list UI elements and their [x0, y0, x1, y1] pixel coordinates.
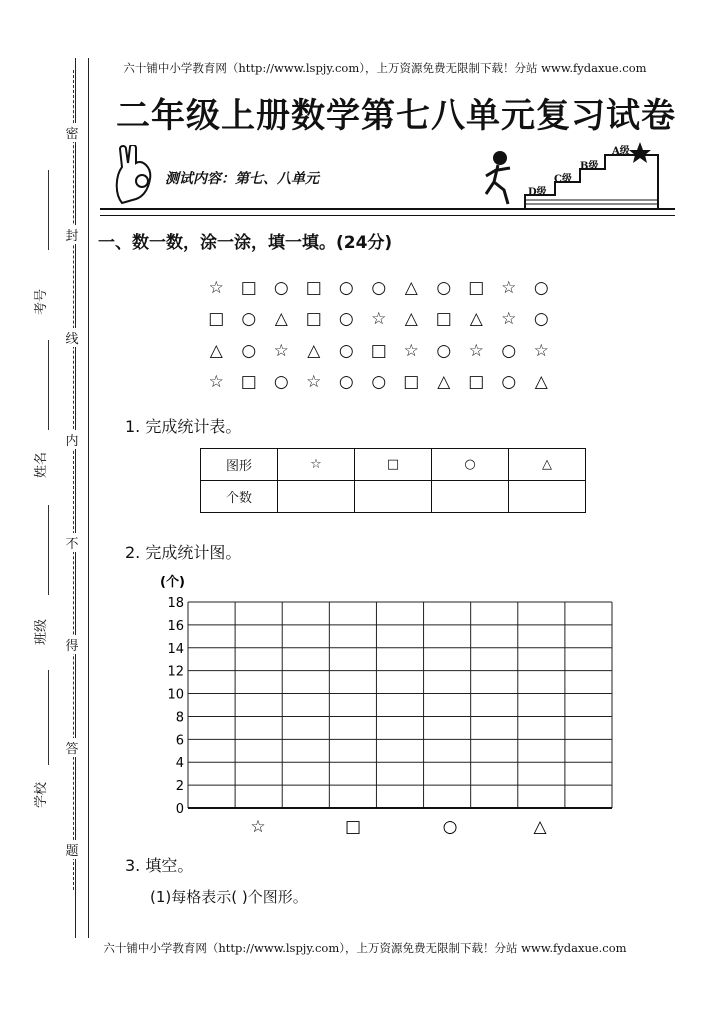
ok-hand-icon — [112, 145, 162, 205]
margin-rule — [75, 58, 76, 938]
shape-cell: △ — [307, 340, 321, 361]
seal-char: 封 — [63, 225, 81, 244]
shape-cell: □ — [435, 309, 452, 330]
bar-chart-grid[interactable] — [150, 570, 620, 840]
y-tick-label: 0 — [175, 802, 184, 817]
shape-cell: ☆ — [501, 309, 517, 330]
shape-cell: ○ — [501, 372, 517, 393]
seal-char: 得 — [63, 635, 81, 654]
shape-cell: ☆ — [273, 340, 289, 361]
exam-number-label: 考号 — [34, 288, 49, 315]
shape-cell: ○ — [533, 309, 549, 330]
shape-cell: ☆ — [208, 277, 224, 298]
level-stairs — [480, 140, 665, 212]
count-cell-triangle[interactable] — [509, 481, 586, 513]
y-axis-label: (个) — [160, 575, 185, 590]
shape-cell: □ — [208, 309, 225, 330]
page-title: 二年级上册数学第七八单元复习试卷 — [116, 96, 676, 136]
shape-cell: ☆ — [306, 372, 322, 393]
seal-char: 密 — [63, 123, 81, 142]
count-cell-square[interactable] — [355, 481, 432, 513]
test-content-subtitle: 测试内容：第七、八单元 — [165, 171, 319, 187]
shape-cell: ○ — [273, 372, 289, 393]
y-tick-label: 18 — [167, 596, 184, 611]
shape-cell: □ — [305, 309, 322, 330]
x-tick-label: ○ — [442, 817, 458, 837]
shape-cell: ○ — [338, 372, 354, 393]
table-shape-square: □ — [355, 449, 432, 481]
question-2: 2. 完成统计图。 — [125, 543, 242, 562]
star-icon — [629, 142, 651, 163]
level-b: B级 — [580, 161, 599, 172]
stat-table — [200, 448, 586, 513]
shape-cell: □ — [370, 340, 387, 361]
table-shape-star: ☆ — [278, 449, 355, 481]
banner-rule-thin — [100, 215, 675, 216]
shape-cell: ○ — [338, 309, 354, 330]
y-tick-label: 10 — [167, 687, 184, 703]
margin-rule-inner — [88, 58, 89, 938]
name-line[interactable] — [48, 340, 49, 430]
shape-cell: □ — [305, 277, 322, 298]
shape-cell: △ — [437, 372, 451, 393]
school-label: 学校 — [34, 781, 49, 808]
shape-cell: △ — [404, 309, 418, 330]
shape-cell: ☆ — [533, 340, 549, 361]
y-tick-label: 6 — [175, 733, 184, 749]
shape-cell: ○ — [241, 340, 257, 361]
shape-cell: □ — [240, 277, 257, 298]
table-header-shape: 图形 — [201, 449, 278, 481]
shape-cell: ○ — [338, 277, 354, 298]
y-tick-label: 4 — [175, 756, 184, 772]
shape-cell: □ — [468, 372, 485, 393]
shape-cell: △ — [534, 372, 548, 393]
shape-cell: ☆ — [371, 309, 387, 330]
shape-cell: ○ — [501, 340, 517, 361]
y-tick-label: 12 — [167, 664, 184, 680]
shape-cell: ☆ — [208, 372, 224, 393]
banner-rule — [100, 208, 675, 210]
table-shape-circle: ○ — [432, 449, 509, 481]
shape-cell: △ — [469, 309, 483, 330]
shape-cell: ○ — [436, 340, 452, 361]
shape-cell: ○ — [371, 277, 387, 298]
top-note: 六十铺中小学教育网（http://www.lspjy.com），上万资源免费无限制下载！分站 www.fydaxue.com — [123, 61, 647, 75]
table-header-count: 个数 — [201, 481, 278, 513]
x-tick-label: ☆ — [250, 817, 266, 837]
seal-char: 线 — [63, 328, 81, 347]
shape-row — [200, 335, 558, 367]
question-1: 1. 完成统计表。 — [125, 417, 242, 436]
level-a: A级 — [612, 146, 630, 157]
x-tick-label: △ — [533, 817, 547, 837]
count-cell-circle[interactable] — [432, 481, 509, 513]
y-tick-label: 2 — [175, 779, 184, 795]
seal-char: 答 — [63, 738, 81, 757]
shape-cell: ○ — [241, 309, 257, 330]
shape-cell: ○ — [371, 372, 387, 393]
seal-dash-line — [73, 70, 74, 890]
x-tick-label: □ — [344, 817, 362, 837]
seal-char: 内 — [63, 430, 81, 449]
table-shape-triangle: △ — [509, 449, 586, 481]
exam-number-line[interactable] — [48, 170, 49, 250]
bottom-note: 六十铺中小学教育网（http://www.lspjy.com），上万资源免费无限制下载！分站 www.fydaxue.com — [103, 941, 627, 955]
shape-grid — [200, 272, 558, 398]
shape-cell: ○ — [338, 340, 354, 361]
question-3-1: (1)每格表示( )个图形。 — [150, 888, 308, 906]
shape-cell: □ — [403, 372, 420, 393]
shape-cell: ○ — [273, 277, 289, 298]
shape-row — [200, 272, 558, 304]
shape-row — [200, 367, 558, 399]
school-line[interactable] — [48, 670, 49, 765]
shape-row — [200, 304, 558, 336]
shape-cell: △ — [209, 340, 223, 361]
shape-cell: △ — [274, 309, 288, 330]
y-tick-label: 16 — [167, 618, 184, 634]
seal-char: 题 — [63, 840, 81, 859]
shape-cell: ☆ — [403, 340, 419, 361]
shape-cell: □ — [240, 372, 257, 393]
question-3: 3. 填空。 — [125, 856, 194, 875]
count-cell-star[interactable] — [278, 481, 355, 513]
shape-cell: ☆ — [501, 277, 517, 298]
shape-cell: ○ — [436, 277, 452, 298]
shape-cell: □ — [468, 277, 485, 298]
seal-char: 不 — [63, 533, 81, 552]
class-line[interactable] — [48, 505, 49, 595]
y-tick-label: 14 — [167, 641, 184, 657]
name-label: 姓名 — [34, 451, 49, 478]
level-d: D级 — [528, 187, 547, 198]
y-tick-label: 8 — [175, 710, 184, 726]
shape-cell: △ — [404, 277, 418, 298]
level-c: C级 — [554, 174, 572, 185]
shape-cell: ○ — [533, 277, 549, 298]
class-label: 班级 — [34, 618, 49, 645]
section-1-title: 一、数一数，涂一涂，填一填。(24分) — [98, 233, 393, 253]
shape-cell: ☆ — [468, 340, 484, 361]
